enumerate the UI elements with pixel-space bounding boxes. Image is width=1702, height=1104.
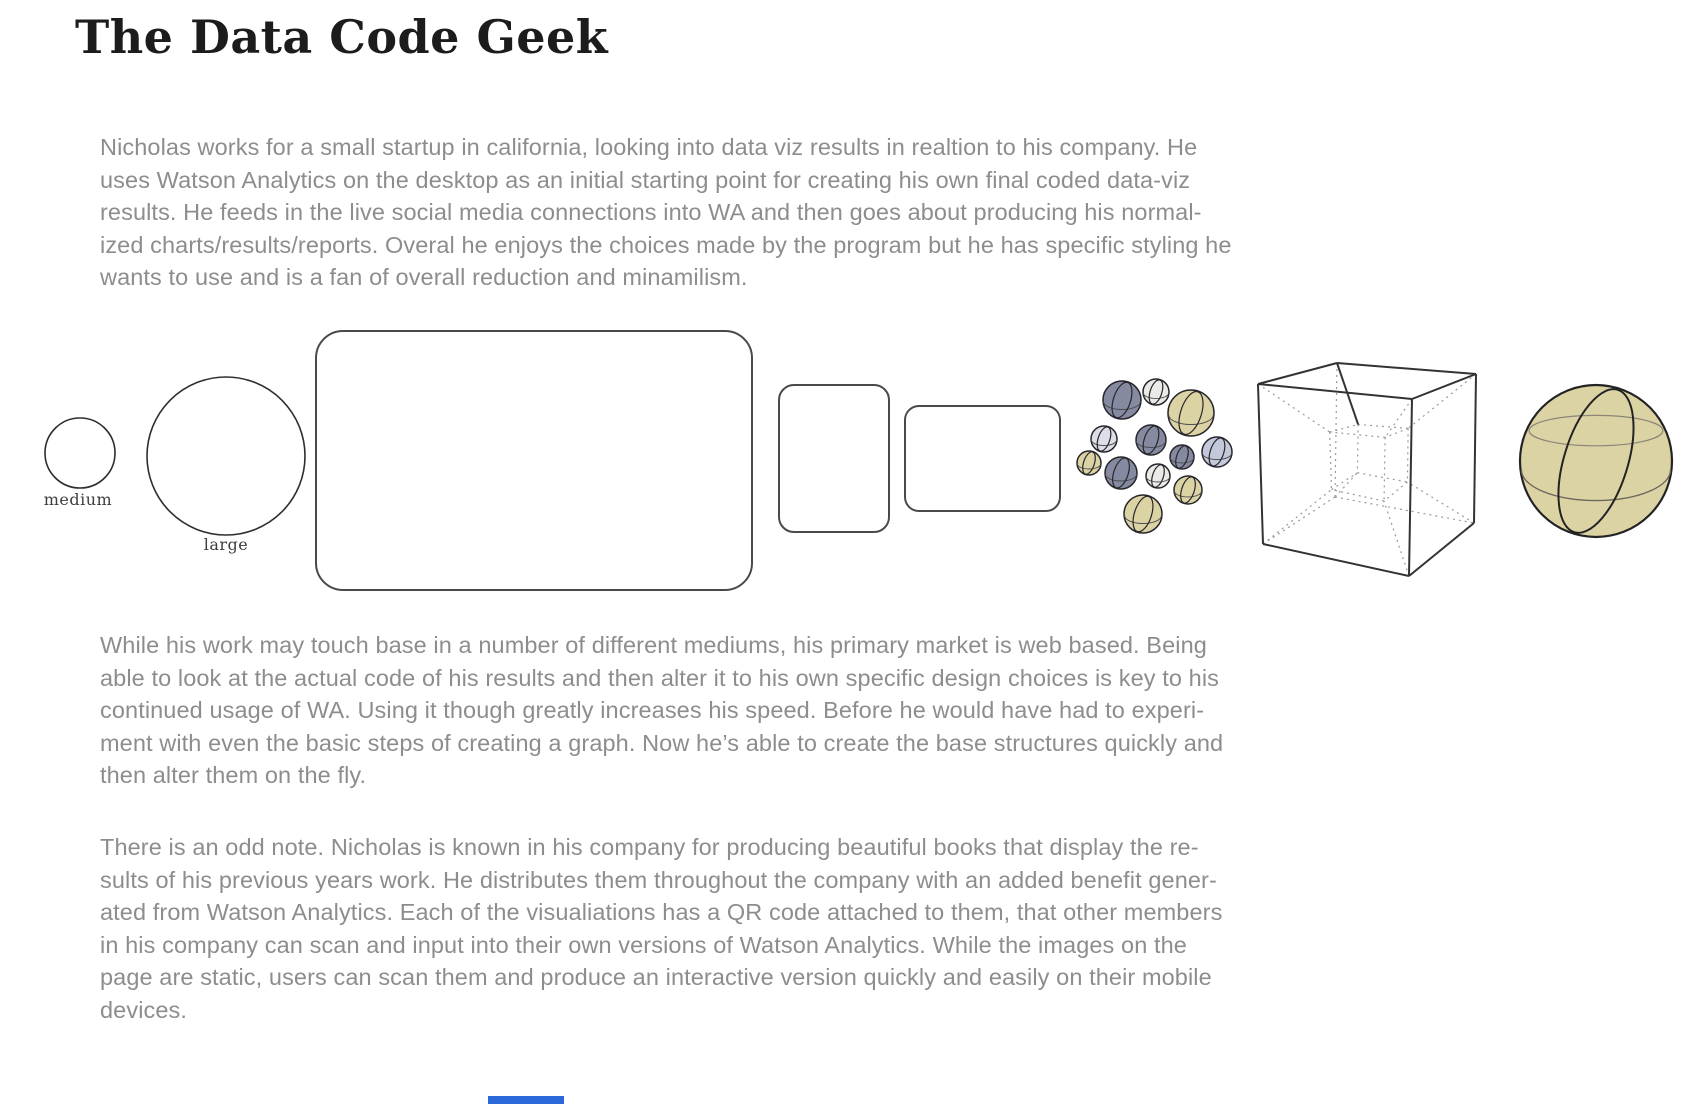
rounded-rect-landscape bbox=[905, 406, 1060, 511]
text-line: able to look at the actual code of his results and then alter it to his own specific design choices is key to his bbox=[100, 664, 1220, 691]
hypercube-wireframe bbox=[1258, 363, 1476, 576]
text-line: uses Watson Analytics on the desktop as an initial starting point for creating his own final coded data-viz bbox=[100, 166, 1191, 193]
textured-sphere bbox=[1520, 380, 1672, 541]
text-line: in his company can scan and input into their own versions of Watson Analytics. While the images on the bbox=[100, 931, 1187, 958]
text-line: results. He feeds in the live social media connections into WA and then goes about producing his normal- bbox=[100, 199, 1202, 225]
text-line: ized charts/results/reports. Overal he enjoys the choices made by the program but he has specific styling he bbox=[100, 231, 1232, 258]
cluster-sphere bbox=[1170, 444, 1194, 469]
text-line: wants to use and is a fan of overall reduction and minamilism. bbox=[100, 264, 748, 290]
cluster-sphere bbox=[1103, 380, 1141, 420]
text-line: then alter them on the fly. bbox=[100, 762, 367, 788]
cluster-sphere bbox=[1174, 475, 1202, 505]
cluster-sphere bbox=[1202, 436, 1232, 468]
cluster-sphere bbox=[1124, 494, 1162, 534]
text-line: ment with even the basic steps of creating a graph. Now he’s able to create the base structures quickly and bbox=[100, 729, 1224, 756]
cluster-sphere bbox=[1077, 450, 1101, 475]
cluster-sphere bbox=[1105, 456, 1137, 490]
large-circle-label: large bbox=[203, 535, 249, 554]
text-line: page are static, users can scan them and produce an interactive version quickly and easily on their mobile bbox=[100, 964, 1212, 990]
text-line: ated from Watson Analytics. Each of the visualiations has a QR code attached to them, that other members bbox=[100, 899, 1223, 925]
text-line: There is an odd note. Nicholas is known in his company for producing beautiful books that display the re- bbox=[100, 834, 1199, 860]
paragraph-workflow bbox=[100, 629, 1460, 792]
sphere-cluster bbox=[1077, 378, 1232, 534]
cluster-sphere bbox=[1091, 425, 1117, 453]
bottom-blue-bar bbox=[488, 1096, 564, 1104]
text-line: While his work may touch base in a number of different mediums, his primary market is web based. Being bbox=[100, 632, 1207, 658]
cluster-sphere bbox=[1146, 463, 1170, 488]
text-line: Nicholas works for a small startup in california, looking into data viz results in realtion to his company. He bbox=[100, 134, 1198, 160]
cluster-sphere bbox=[1136, 424, 1166, 456]
text-line: sults of his previous years work. He distributes them throughout the company with an added benefit gener- bbox=[100, 866, 1217, 893]
large-circle bbox=[147, 377, 305, 535]
text-line: devices. bbox=[100, 996, 188, 1023]
medium-circle-label: medium bbox=[43, 490, 113, 509]
rounded-rect-large bbox=[316, 331, 752, 590]
text-line: continued usage of WA. Using it though greatly increases his speed. Before he would have had to experi- bbox=[100, 697, 1205, 723]
cluster-sphere bbox=[1168, 389, 1214, 438]
page-title: The Data Code Geek bbox=[75, 10, 609, 64]
medium-circle bbox=[45, 418, 115, 488]
paragraph-books-note bbox=[100, 831, 1460, 1026]
cluster-sphere bbox=[1143, 378, 1169, 406]
rounded-rect-portrait bbox=[779, 385, 889, 532]
